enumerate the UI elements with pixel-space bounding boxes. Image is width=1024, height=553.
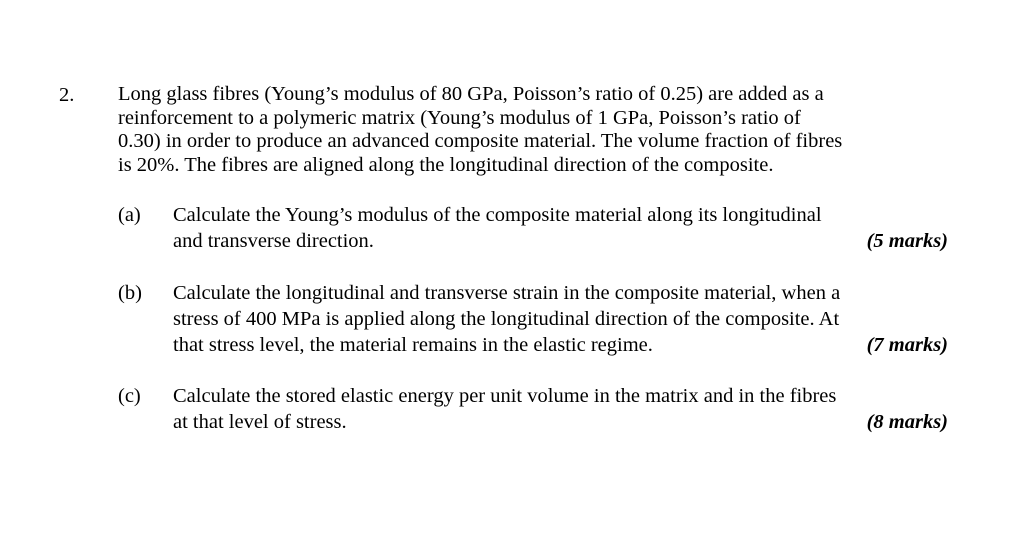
question-stem <box>118 83 953 177</box>
part-line-text: and transverse direction. <box>173 230 374 252</box>
part-label: (b) <box>118 282 142 304</box>
part-line: Calculate the longitudinal and transverse strain in the composite material, when a <box>173 282 841 304</box>
part-line-last <box>173 409 948 435</box>
part-label: (a) <box>118 204 141 226</box>
part-line: Calculate the stored elastic energy per unit volume in the matrix and in the fibres <box>173 385 837 407</box>
question-number: 2. <box>59 84 75 106</box>
stem-line: reinforcement to a polymeric matrix (Young’s modulus of 1 GPa, Poisson’s ratio of <box>118 106 801 129</box>
part-line-text: that stress level, the material remains in the elastic regime. <box>173 334 653 356</box>
part-text <box>173 202 948 254</box>
marks-label: (7 marks) <box>866 334 948 356</box>
part-text <box>173 383 948 435</box>
stem-line: 0.30) in order to produce an advanced composite material. The volume fraction of fibres <box>118 130 843 152</box>
marks-label: (5 marks) <box>866 230 948 252</box>
part-line: Calculate the Young’s modulus of the composite material along its longitudinal <box>173 204 822 226</box>
part-line: stress of 400 MPa is applied along the longitudinal direction of the composite. At <box>173 308 840 330</box>
part-line-last <box>173 228 948 254</box>
stem-line: is 20%. The fibres are aligned along the longitudinal direction of the composite. <box>118 153 774 176</box>
stem-line: Long glass fibres (Young’s modulus of 80 GPa, Poisson’s ratio of 0.25) are added as a <box>118 83 824 105</box>
marks-label: (8 marks) <box>866 411 948 433</box>
part-line-text: at that level of stress. <box>173 411 347 433</box>
part-text <box>173 280 948 358</box>
part-line-last <box>173 332 948 358</box>
part-label: (c) <box>118 385 141 407</box>
